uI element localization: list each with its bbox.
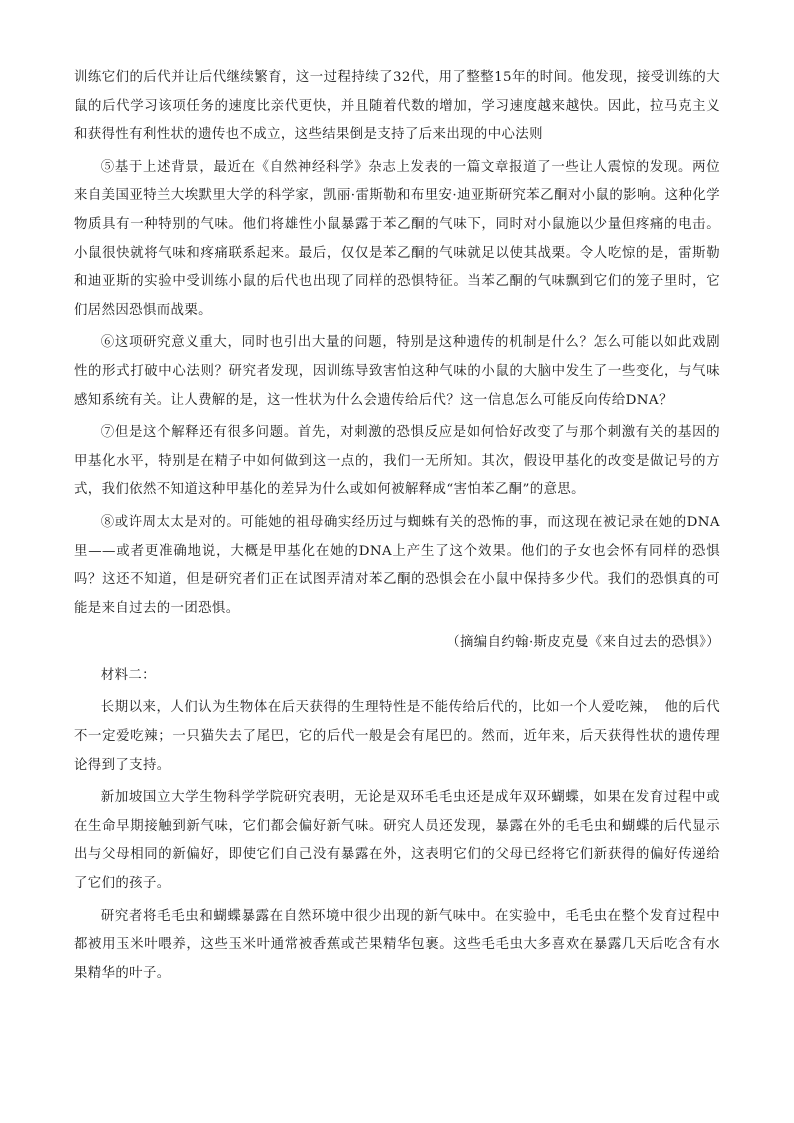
paragraph-continuation: 训练它们的后代并让后代继续繁育，这一过程持续了32代，用了整整15年的时间。他发现，接受训练的大鼠的后代学习该项任务的速度比亲代更快，并且随着代数的增加，学习速度越来越快。因此，拉马克主义和获得性有利性状的遗传也不成立，这些结果倒是支持了后来出现的中心法则 bbox=[74, 70, 720, 143]
document-page bbox=[74, 64, 720, 988]
paragraph-5: ⑤基于上述背景，最近在《自然神经科学》杂志上发表的一篇文章报道了一些让人震惊的发现。两位来自美国亚特兰大埃默里大学的科学家，凯丽·雷斯勒和布里安·迪亚斯研究苯乙酮对小鼠的影响。这种化学物质具有一种特别的气味。他们将雄性小鼠暴露于苯乙酮的气味下，同时对小鼠施以少量但疼痛的电击。小鼠很快就将气味和疼痛联系起来。最后，仅仅是苯乙酮的气味就足以使其战栗。令人吃惊的是，雷斯勒和迪亚斯的实验中受训练小鼠的后代也出现了同样的恐惧特征。当苯乙酮的气味飘到它们的笼子里时，它们居然因恐惧而战栗。 bbox=[74, 159, 720, 318]
paragraph-7: ⑦但是这个解释还有很多问题。首先，对刺激的恐惧反应是如何恰好改变了与那个刺激有关的基因的甲基化水平，特别是在精子中如何做到这一点的，我们一无所知。其次，假设甲基化的改变是做记号的方式，我们依然不知道这种甲基化的差异为什么或如何被解释成“害怕苯乙酮”的意思。 bbox=[74, 425, 720, 498]
paragraph-6: ⑥这项研究意义重大，同时也引出大量的问题，特别是这种遗传的机制是什么？怎么可能以如此戏剧性的形式打破中心法则？研究者发现，因训练导致害怕这种气味的小鼠的大脑中发生了一些变化，与气味感知系统有关。让人费解的是，这一性状为什么会遗传给后代？这一信息怎么可能反向传给DNA？ bbox=[74, 335, 720, 408]
material2-heading: 材料二： bbox=[100, 667, 156, 683]
paragraph-8: ⑧或许周太太是对的。可能她的祖母确实经历过与蜘蛛有关的恐怖的事，而这现在被记录在她的DNA里——或者更准确地说，大概是甲基化在她的DNA上产生了这个效果。他们的子女也会怀有同样的恐惧吗？这还不知道，但是研究者们正在试图弄清对苯乙酮的恐惧会在小鼠中保持多少代。我们的恐惧真的可能是来自过去的一团恐惧。 bbox=[74, 514, 720, 616]
material2-paragraph-2: 新加坡国立大学生物科学学院研究表明，无论是双环毛毛虫还是成年双环蝴蝶，如果在发育过程中或在生命早期接触到新气味，它们都会偏好新气味。研究人员还发现，暴露在外的毛毛虫和蝴蝶的后代显示出与父母相同的新偏好，即使它们自己没有暴露在外，这表明它们的父母已经将它们新获得的偏好传递给了它们的孩子。 bbox=[74, 790, 720, 892]
material2-paragraph-1: 长期以来，人们认为生物体在后天获得的生理特性是不能传给后代的，比如一个人爱吃辣， 他的后代不一定爱吃辣；一只猫失去了尾巴，它的后代一般是会有尾巴的。然而，近年来，后天获得性状的遗传理论得到了支持。 bbox=[74, 700, 720, 773]
source-citation: （摘编自约翰·斯皮克曼《来自过去的恐惧》） bbox=[446, 635, 720, 651]
material2-paragraph-3: 研究者将毛毛虫和蝴蝶暴露在自然环境中很少出现的新气味中。在实验中，毛毛虫在整个发育过程中都被用玉米叶喂养，这些玉米叶通常被香蕉或芒果精华包裹。这些毛毛虫大多喜欢在暴露几天后吃含有水果精华的叶子。 bbox=[74, 908, 720, 981]
